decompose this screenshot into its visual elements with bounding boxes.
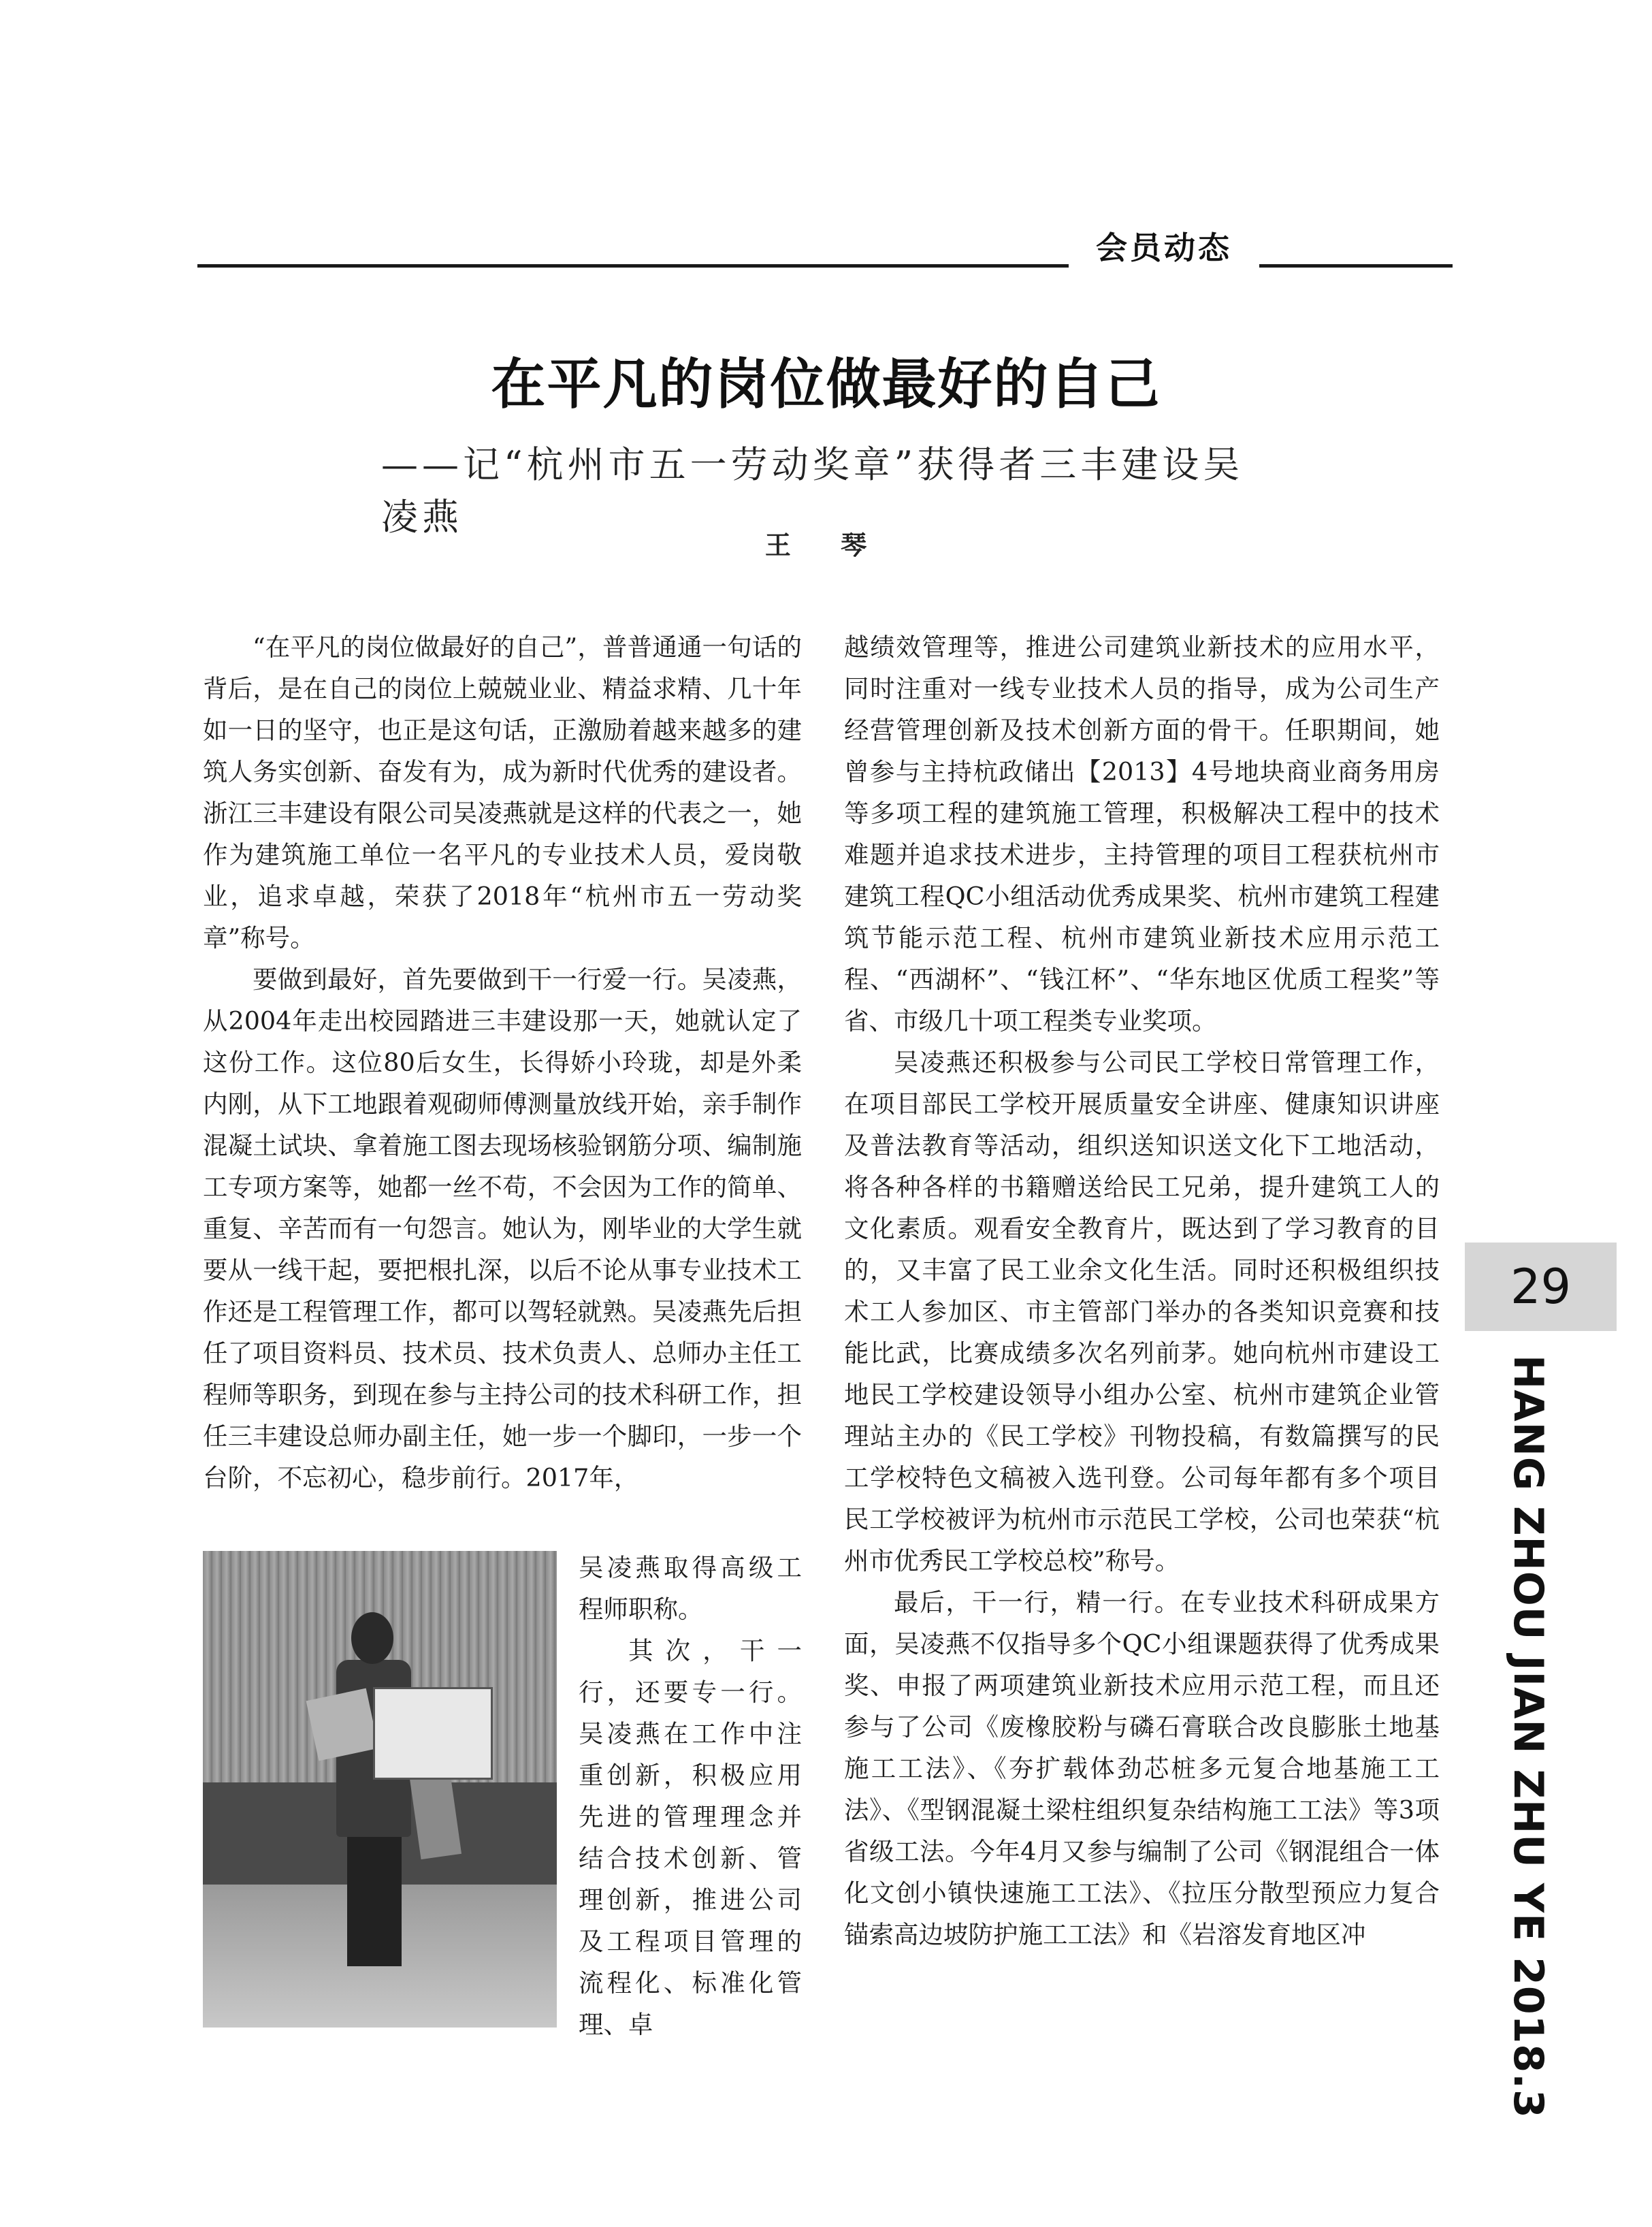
photo-person-legs [347,1830,402,1966]
paragraph: 吴凌燕还积极参与公司民工学校日常管理工作，在项目部民工学校开展质量安全讲座、健康知识讲座及普法教育等活动，组织送知识送文化下工地活动，将各种各样的书籍赠送给民工兄弟，提升建筑工人的文化素质。观看安全教育片，既达到了学习教育的目的，又丰富了民工业余文化生活。同时还积极组织技术工人参加区、市主管部门举办的各类知识竞赛和技能比武，比赛成绩多次名列前茅。她向杭州市建设工地民工学校建设领导小组办公室、杭州市建筑企业管理站主办的《民工学校》刊物投稿，有数篇撰写的民工学校特色文稿被入选刊登。公司每年都有多个项目民工学校被评为杭州市示范民工学校，公司也荣获“杭州市优秀民工学校总校”称号。 [844,1048,1440,1575]
paragraph: 最后，干一行，精一行。在专业技术科研成果方面，吴凌燕不仅指导多个QC小组课题获得了优秀成果奖、申报了两项建筑业新技术应用示范工程，而且还参与了公司《废橡胶粉与磷石膏联合改良膨胀土地基施工工法》、《夯扩载体劲芯桩多元复合地基施工工法》、《型钢混凝土梁柱组织复杂结构施工工法》等3项省级工法。今年4月又参与编制了公司《钢混组合一体化文创小镇快速施工工法》、《拉压分散型预应力复合锚索高边坡防护施工工法》和《岩溶发育地区冲 [844,1588,1440,1949]
article-title: 在平凡的岗位做最好的自己 [491,353,1161,416]
paragraph: 其次，干一行，还要专一行。吴凌燕在工作中注重创新，积极应用先进的管理理念并结合技术创新、管理创新，推进公司及工程项目管理的流程化、标准化管理、卓 [579,1636,802,2039]
paragraph: “在平凡的岗位做最好的自己”，普普通通一句话的背后，是在自己的岗位上兢兢业业、精益求精、几十年如一日的坚守，也正是这句话，正激励着越来越多的建筑人务实创新、奋发有为，成为新时代优秀的建设者。浙江三丰建设有限公司吴凌燕就是这样的代表之一，她作为建筑施工单位一名平凡的专业技术人员，爱岗敬业，追求卓越，荣获了2018年“杭州市五一劳动奖章”称号。 [203,632,802,952]
article-author: 王 琴 [764,530,888,560]
header-rule-right [1259,264,1453,268]
photo-sign [306,1688,379,1761]
journal-side-label [1497,1355,1559,2119]
page-number: 29 [1510,1259,1572,1315]
photo-side-column [579,1547,802,2045]
paragraph: 要做到最好，首先要做到干一行爱一行。吴凌燕，从2004年走出校园踏进三丰建设那一天，她就认定了这份工作。这位80后女生，长得娇小玲珑，却是外柔内刚，从下工地跟着观砌师傅测量放线开始，亲手制作混凝土试块、拿着施工图去现场核验钢筋分项、编制施工专项方案等，她都一丝不苟，不会因为工作的简单、重复、辛苦而有一句怨言。她认为，刚毕业的大学生就要从一线干起，要把根扎深，以后不论从事专业技术工作还是工程管理工作，都可以驾轻就熟。吴凌燕先后担任了项目资料员、技术员、技术负责人、总师办主任工程师等职务，到现在参与主持公司的技术科研工作，担任三丰建设总师办副主任，她一步一个脚印，一步一个台阶，不忘初心，稳步前行。2017年， [203,965,802,1492]
right-column [844,626,1440,1955]
photo-person-head [351,1612,393,1664]
header-rule-left [197,264,1069,268]
article-photo [203,1551,557,2028]
left-column [203,626,802,1499]
photo-certificate [373,1687,493,1780]
paragraph: 吴凌燕取得高级工程师职称。 [579,1553,802,1624]
page-number-tab [1465,1243,1617,1331]
article-subtitle: ——记“杭州市五一劳动奖章”获得者三丰建设吴凌燕 [381,443,1244,539]
section-label: 会员动态 [1096,229,1232,266]
paragraph: 越绩效管理等，推进公司建筑业新技术的应用水平，同时注重对一线专业技术人员的指导，成为公司生产经营管理创新及技术创新方面的骨干。任职期间，她曾参与主持杭政储出【2013】4号地块商业商务用房等多项工程的建筑施工管理，积极解决工程中的技术难题并追求技术进步，主持管理的项目工程获杭州市建筑工程QC小组活动优秀成果奖、杭州市建筑工程建筑节能示范工程、杭州市建筑业新技术应用示范工程、“西湖杯”、“钱江杯”、“华东地区优质工程奖”等省、市级几十项工程类专业奖项。 [844,632,1440,1036]
journal-name: HANG ZHOU JIAN ZHU YE 2018.3 [1504,1355,1552,2119]
